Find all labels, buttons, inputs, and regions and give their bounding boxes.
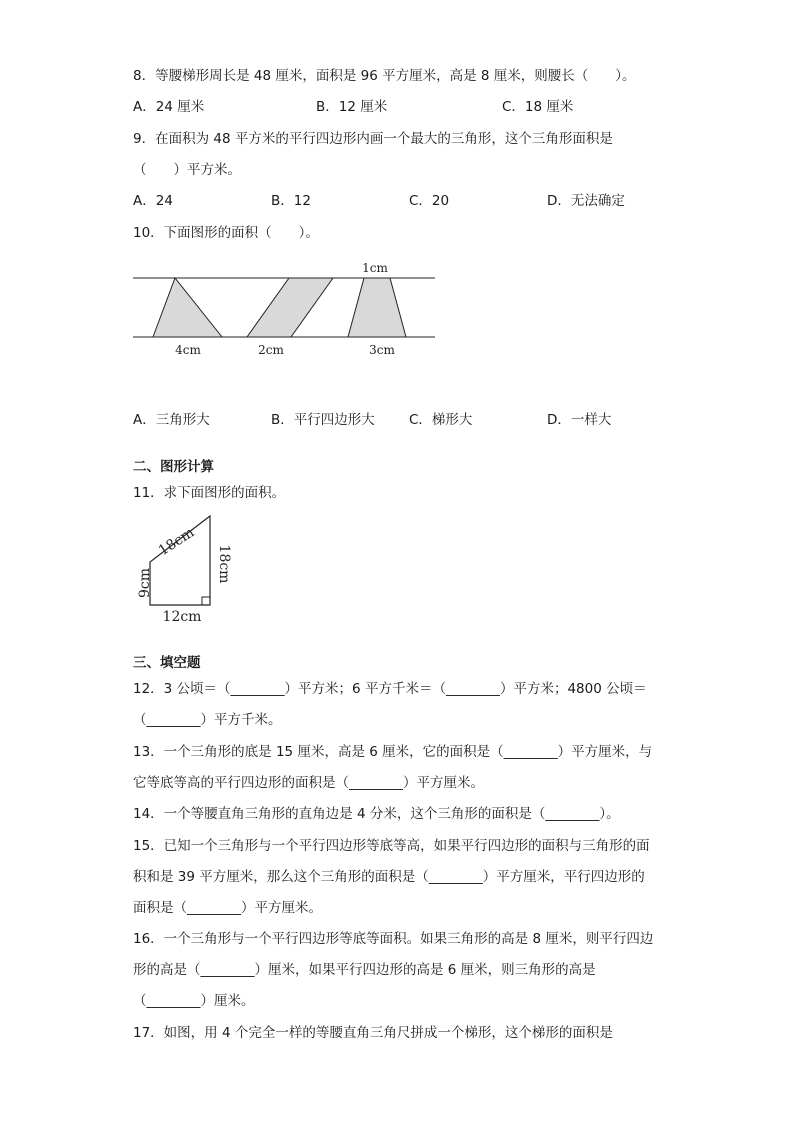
parallelogram-shape: [247, 278, 333, 337]
q9-option-a: A．24: [133, 193, 173, 209]
q12-line1: 12．3 公顷＝（________）平方米；6 平方千米＝（________）平方米；4800 公顷＝: [133, 681, 647, 697]
q9-option-c: C．20: [409, 193, 450, 209]
q13-line1: 13．一个三角形的底是 15 厘米，高是 6 厘米，它的面积是（________）平方厘米，与: [133, 744, 653, 760]
q9-stem-line2: （ ）平方米。: [133, 162, 241, 178]
section2-title: 二、图形计算: [133, 459, 214, 475]
triangle-shape: [153, 278, 222, 337]
q8-stem: 8．等腰梯形周长是 48 厘米，面积是 96 平方厘米，高是 8 厘米，则腰长（ ）。: [133, 68, 636, 84]
q16-line2: 形的高是（________）厘米，如果平行四边形的高是 6 厘米，则三角形的高是: [133, 962, 596, 978]
q16-line1: 16．一个三角形与一个平行四边形等底等面积。如果三角形的高是 8 厘米，则平行四边: [133, 931, 654, 947]
q14-line1: 14．一个等腰直角三角形的直角边是 4 分米，这个三角形的面积是（________）。: [133, 806, 620, 822]
trapezoid-shape: [348, 278, 406, 337]
q15-line2: 积和是 39 平方厘米，那么这个三角形的面积是（________）平方厘米，平行四边形的: [133, 869, 645, 885]
q17-line1: 17．如图，用 4 个完全一样的等腰直角三角尺拼成一个梯形，这个梯形的面积是: [133, 1025, 613, 1041]
q9-option-b: B．12: [271, 193, 311, 209]
q16-line3: （________）厘米。: [133, 993, 255, 1009]
right-side-label: 18cm: [216, 544, 232, 584]
q10-option-c: C．梯形大: [409, 412, 473, 428]
q8-option-a: A．24 厘米: [133, 99, 205, 115]
q15-line3: 面积是（________）平方厘米。: [133, 900, 322, 916]
left-side-label: 9cm: [137, 567, 153, 599]
slant-side-label: 18cm: [155, 524, 198, 560]
parallelogram-base-label: 2cm: [258, 343, 284, 357]
section3-title: 三、填空题: [133, 655, 201, 671]
q10-option-d: D．一样大: [547, 412, 612, 428]
q8-option-c: C．18 厘米: [502, 99, 574, 115]
q9-option-d: D．无法确定: [547, 193, 625, 209]
trapezoid-base-label: 3cm: [369, 343, 395, 357]
q11-stem: 11．求下面图形的面积。: [133, 485, 286, 501]
triangle-base-label: 4cm: [175, 343, 201, 357]
q10-option-a: A．三角形大: [133, 412, 210, 428]
right-angle-mark: [202, 597, 210, 605]
bottom-side-label: 12cm: [162, 609, 202, 625]
q13-line2: 它等底等高的平行四边形的面积是（________）平方厘米。: [133, 775, 484, 791]
q10-figure: [130, 258, 440, 362]
q9-stem-line1: 9．在面积为 48 平方米的平行四边形内画一个最大的三角形，这个三角形面积是: [133, 131, 613, 147]
q10-option-b: B．平行四边形大: [271, 412, 375, 428]
q8-option-b: B．12 厘米: [316, 99, 388, 115]
q15-line1: 15．已知一个三角形与一个平行四边形等底等高，如果平行四边形的面积与三角形的面: [133, 838, 650, 854]
q10-stem: 10．下面图形的面积（ ）。: [133, 225, 319, 241]
q12-line2: （________）平方千米。: [133, 712, 282, 728]
q11-figure: [130, 510, 240, 626]
trapezoid-top-label: 1cm: [362, 261, 388, 275]
